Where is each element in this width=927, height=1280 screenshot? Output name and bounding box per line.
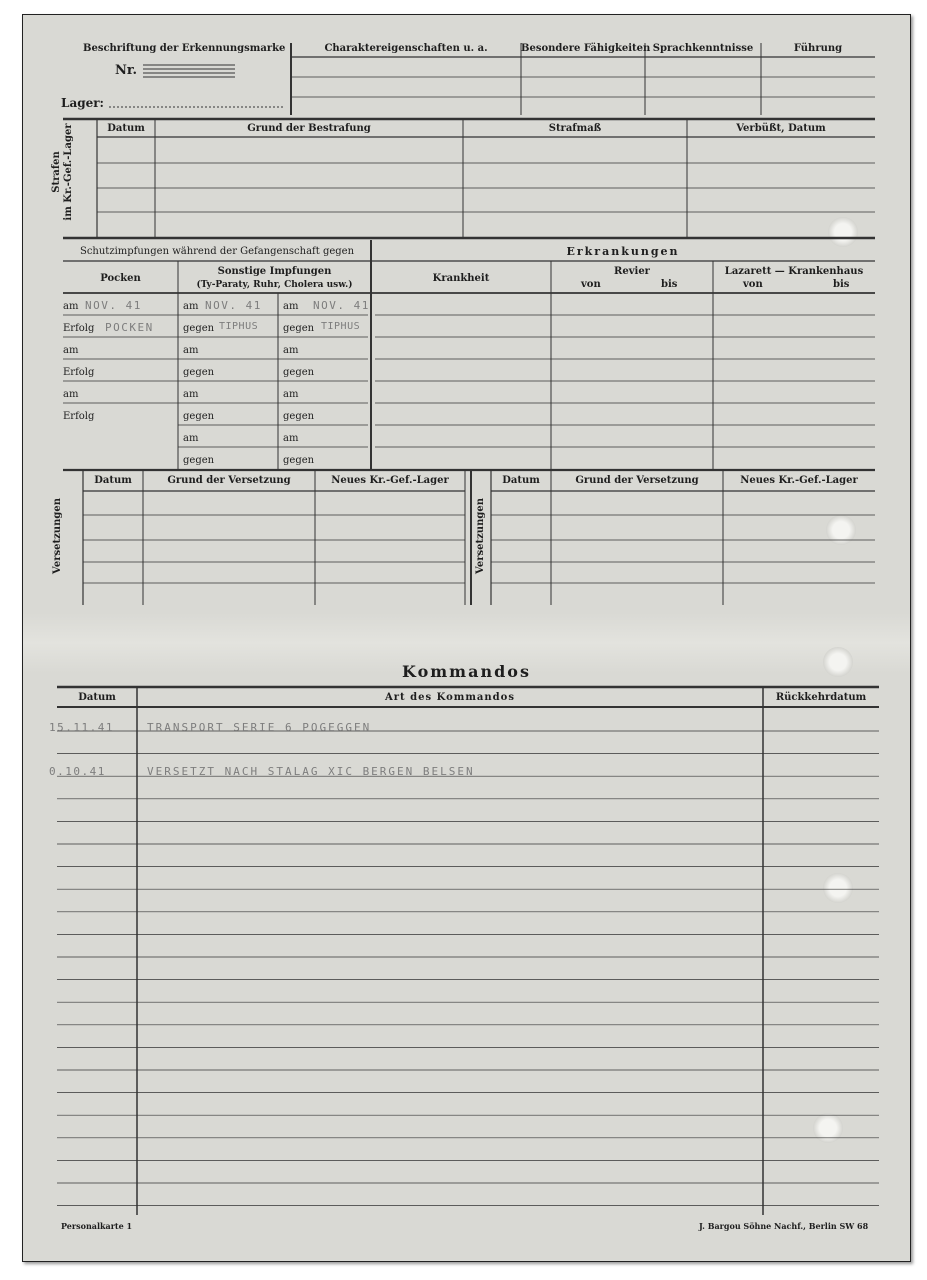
- strafen-side-label-1: Strafen: [51, 151, 62, 193]
- pocken-am-label: am: [63, 301, 79, 312]
- erkrankungen-col-revier: Revier: [614, 266, 650, 277]
- col-fuehrung: Führung: [793, 43, 843, 54]
- kommando-row-1-art: TRANSPORT SERIE 6 POGEGGEN: [147, 721, 372, 734]
- kommandos-ruled-lines: [23, 15, 910, 1261]
- erkrankungen-title: Erkrankungen: [566, 245, 680, 258]
- col-charakter: Charaktereigenschaften u. a.: [324, 43, 488, 54]
- kommandos-col-art: Art des Kommandos: [385, 692, 515, 703]
- versetzungen-side-label-right: Versetzungen: [475, 498, 486, 574]
- strafen-col-grund: Grund der Bestrafung: [247, 123, 371, 134]
- versetzungen-col-neues: Neues Kr.-Gef.-Lager: [740, 475, 858, 486]
- sonstige-gegen-label: gegen: [183, 367, 215, 378]
- strafen-side-label: [51, 116, 75, 228]
- sonstige-am-label: am: [283, 345, 299, 356]
- strafen-col-datum: Datum: [107, 123, 145, 134]
- personalkarte-sheet: [22, 14, 911, 1262]
- nr-label: Nr.: [115, 63, 138, 78]
- sonstige-am-label: am: [183, 389, 199, 400]
- kommando-row-1-datum: 15.11.41: [49, 721, 114, 734]
- footer-printer: J. Bargou Söhne Nachf., Berlin SW 68: [699, 1221, 869, 1231]
- lazarett-von-label: von: [743, 279, 763, 290]
- sonstige-am-label: am: [183, 301, 199, 312]
- sonstige-am-label: am: [183, 433, 199, 444]
- versetzungen-col-grund: Grund der Versetzung: [575, 475, 699, 486]
- sonstige-gegen-label: gegen: [183, 455, 215, 466]
- sonstige-am-label: am: [283, 433, 299, 444]
- impfungen-col-sonstige: Sonstige Impfungen: [217, 266, 332, 277]
- strafen-side-label-2: im Kr.-Gef.-Lager: [63, 123, 74, 221]
- kommandos-col-datum: Datum: [78, 692, 116, 703]
- tag-title: Beschriftung der Erkennungsmarke: [83, 43, 286, 54]
- pocken-erfolg-label: Erfolg: [63, 323, 95, 334]
- impfungen-col-pocken: Pocken: [100, 273, 141, 284]
- sonstige-gegen-label: gegen: [183, 411, 215, 422]
- kommando-row-2-datum: 0.10.41: [49, 765, 106, 778]
- pocken-erfolg-label: Erfolg: [63, 367, 95, 378]
- pocken-am-label: am: [63, 389, 79, 400]
- sonstige-am-label: am: [283, 301, 299, 312]
- hw-sonstige2-am: NOV. 41: [313, 299, 370, 312]
- revier-von-label: von: [581, 279, 601, 290]
- sonstige-gegen-label: gegen: [283, 323, 315, 334]
- revier-bis-label: bis: [661, 279, 678, 290]
- hw-pocken-erfolg: POCKEN: [105, 321, 154, 334]
- versetzungen-col-grund: Grund der Versetzung: [167, 475, 291, 486]
- footer-form-number: Personalkarte 1: [61, 1221, 133, 1231]
- lazarett-bis-label: bis: [833, 279, 850, 290]
- kommando-row-2-art: VERSETZT NACH STALAG XIC BERGEN BELSEN: [147, 765, 475, 778]
- sonstige-gegen-label: gegen: [283, 411, 315, 422]
- pocken-am-label: am: [63, 345, 79, 356]
- col-faehigkeiten: Besondere Fähigkeiten: [521, 43, 651, 54]
- sonstige-gegen-label: gegen: [283, 367, 315, 378]
- sonstige-gegen-label: gegen: [283, 455, 315, 466]
- erkrankungen-col-krankheit: Krankheit: [432, 273, 490, 284]
- strafen-col-verbuesst: Verbüßt, Datum: [736, 123, 826, 134]
- impfungen-title: Schutzimpfungen während der Gefangenschaft gegen: [79, 246, 355, 257]
- hw-sonstige2-gegen: TIPHUS: [321, 321, 361, 332]
- versetzungen-side-label-left: Versetzungen: [52, 498, 63, 574]
- kommandos-col-rueckkehr: Rückkehrdatum: [775, 692, 867, 703]
- kommandos-title: Kommandos: [402, 662, 531, 681]
- hw-sonstige1-gegen: TIPHUS: [219, 321, 259, 332]
- pocken-erfolg-label: Erfolg: [63, 411, 95, 422]
- sonstige-am-label: am: [283, 389, 299, 400]
- col-sprachkenntnisse: Sprachkenntnisse: [652, 43, 754, 54]
- sonstige-am-label: am: [183, 345, 199, 356]
- erkrankungen-col-lazarett: Lazarett — Krankenhaus: [724, 266, 864, 277]
- lager-label: Lager:: [61, 96, 104, 110]
- impfungen-col-sonstige-sub: (Ty-Paraty, Ruhr, Cholera usw.): [196, 280, 353, 290]
- versetzungen-col-datum: Datum: [94, 475, 132, 486]
- hw-sonstige1-am: NOV. 41: [205, 299, 262, 312]
- hw-pocken-am: NOV. 41: [85, 299, 142, 312]
- versetzungen-col-neues: Neues Kr.-Gef.-Lager: [331, 475, 449, 486]
- sonstige-gegen-label: gegen: [183, 323, 215, 334]
- strafen-col-strafmass: Strafmaß: [548, 123, 602, 134]
- versetzungen-col-datum: Datum: [502, 475, 540, 486]
